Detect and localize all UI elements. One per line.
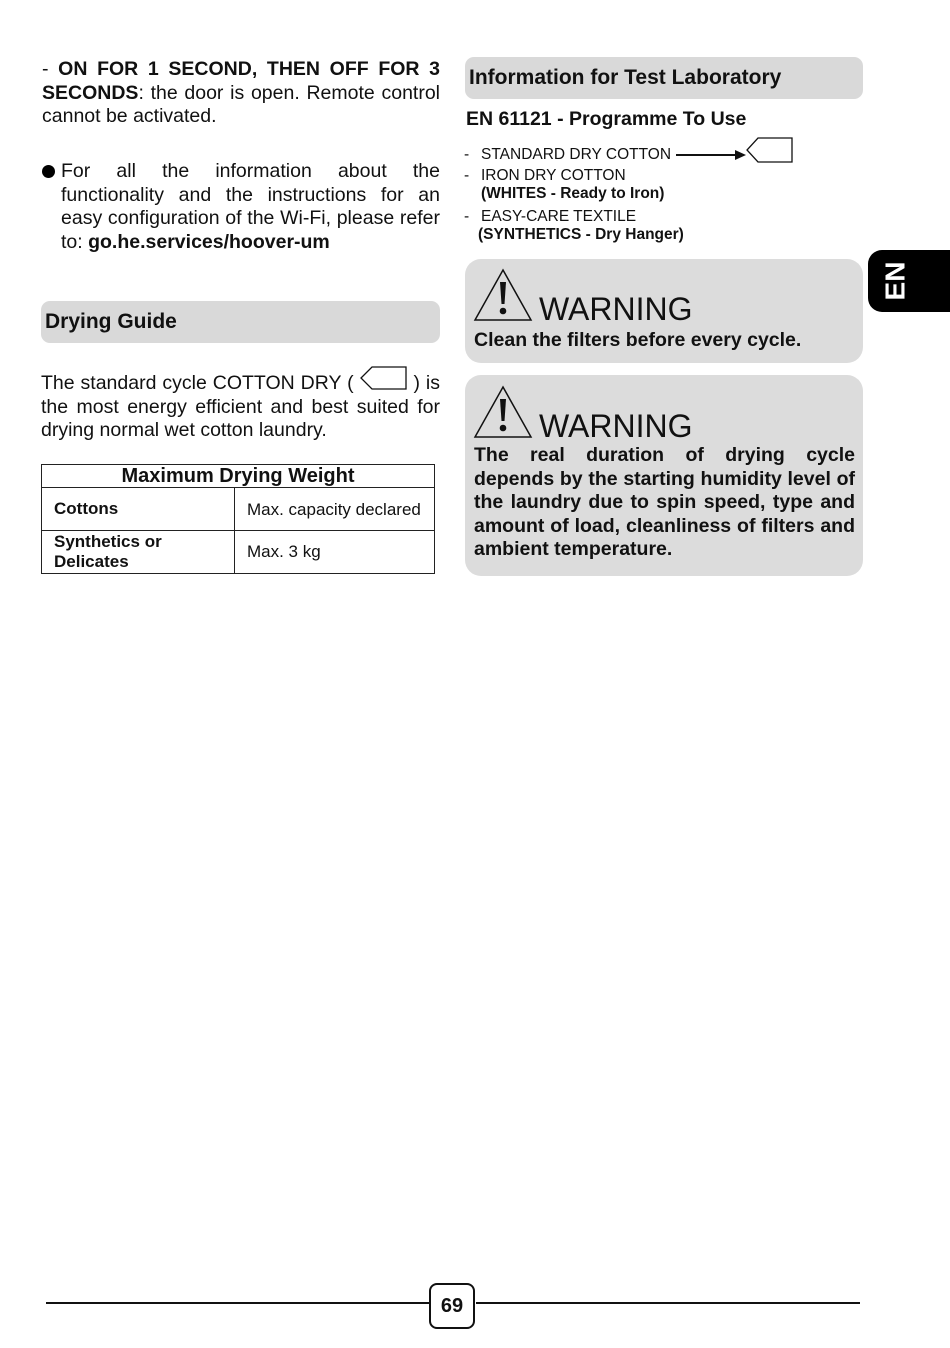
row-label: Cottons (42, 488, 235, 531)
programme-name: STANDARD DRY COTTON (481, 145, 672, 163)
table-header: Maximum Drying Weight (42, 465, 435, 488)
language-tab (868, 250, 950, 312)
footer-rule-right (476, 1302, 860, 1304)
led-pattern: ON FOR 1 SECOND, THEN OFF FOR 3 SECONDS (42, 58, 440, 104)
arrow-right-icon (675, 148, 747, 162)
warning-title: WARNING (539, 408, 693, 444)
wifi-info-paragraph (42, 160, 440, 254)
footer-rule-left (46, 1302, 430, 1304)
warning-text: Clean the filters before every cycle. (474, 329, 802, 351)
wifi-link[interactable]: go.he.services/hoover-um (88, 230, 330, 253)
en-standard-heading: EN 61121 - Programme To Use (466, 108, 747, 130)
page-number-box (429, 1283, 475, 1329)
list-item (464, 143, 864, 166)
programme-note: (SYNTHETICS - Dry Hanger) (478, 226, 684, 243)
list-dash: - (464, 167, 470, 184)
programme-name: EASY-CARE TEXTILE (481, 208, 637, 225)
cotton-text-end: ) is the most energy efficient and best suited for drying normal wet cotton laundry. (41, 372, 440, 441)
list-item (464, 167, 864, 203)
row-label: Synthetics or Delicates (42, 531, 235, 574)
programme-note: (WHITES - Ready to Iron) (481, 185, 665, 202)
drying-guide-title: Drying Guide (45, 310, 177, 333)
led-dash: - (42, 58, 59, 80)
max-drying-weight-table (41, 464, 435, 574)
cotton-cycle-icon (746, 137, 794, 165)
bullet-icon (42, 165, 55, 178)
test-laboratory-header (465, 57, 863, 99)
list-item (464, 208, 864, 244)
wifi-info-text: For all the information about the functionality and the instructions for an easy configuration of the Wi-Fi, please refer to: (61, 160, 440, 253)
cotton-text-start: The standard cycle COTTON DRY ( (41, 372, 360, 394)
warning-triangle-icon (473, 268, 533, 322)
led-description: : the door is open. Remote control cannot be activated. (42, 81, 440, 127)
programme-name: IRON DRY COTTON (481, 167, 626, 184)
row-value: Max. capacity declared (235, 488, 435, 531)
table-row (42, 531, 435, 574)
test-laboratory-title: Information for Test Laboratory (469, 66, 782, 89)
cotton-cycle-icon (360, 366, 408, 392)
warning-box-duration (465, 375, 863, 576)
warning-triangle-icon (473, 385, 533, 439)
page-number: 69 (440, 1294, 464, 1317)
table-row (42, 488, 435, 531)
warning-title: WARNING (539, 291, 693, 327)
warning-box-filters (465, 259, 863, 363)
door-open-led-note (42, 58, 440, 129)
drying-guide-header (41, 301, 440, 343)
cotton-dry-paragraph (41, 366, 440, 443)
list-dash: - (464, 145, 470, 163)
language-tab-label: EN (879, 261, 910, 301)
row-value: Max. 3 kg (235, 531, 435, 574)
warning-text: The real duration of drying cycle depends by the starting humidity level of the laundry due to spin speed, type and amount of load, cleanliness of filters and ambient temperature. (474, 444, 855, 560)
list-dash: - (464, 208, 470, 225)
programme-list (464, 143, 864, 244)
